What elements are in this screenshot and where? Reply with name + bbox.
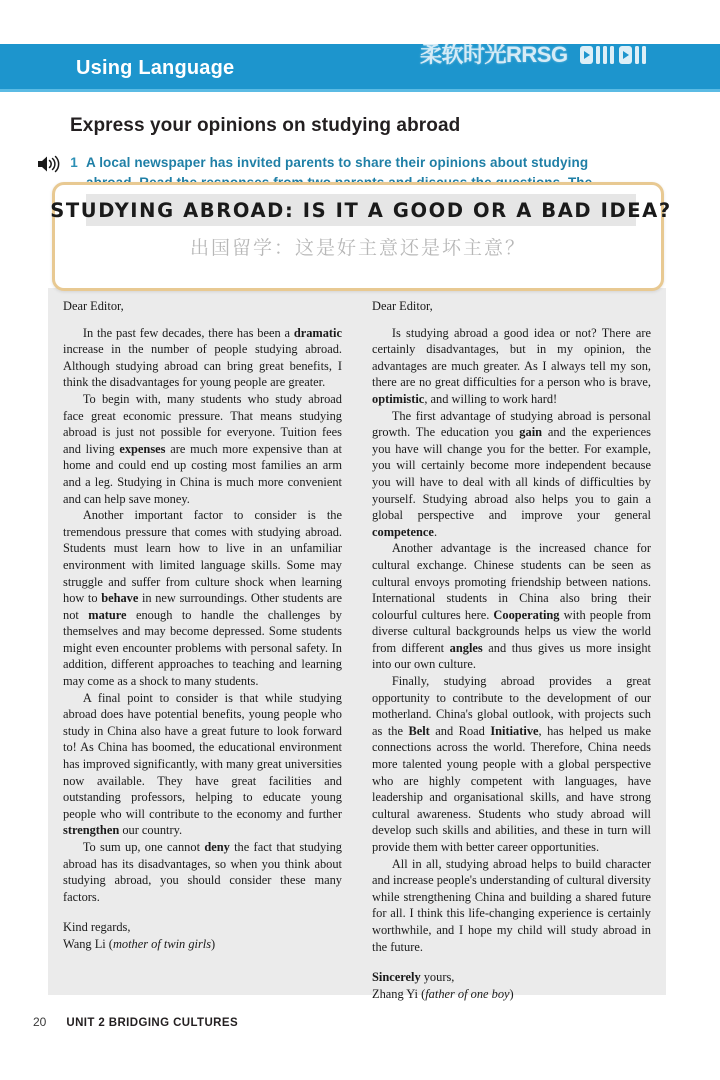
letter-paragraph: In the past few decades, there has been a dramatic increase in the number of people studying abroad. Although studying abroad can bring great benefits, I think the disadvantages for young people are greater. [63, 325, 342, 390]
page-title: Using Language [76, 57, 235, 79]
activity-instruction-line1: A local newspaper has invited parents to share their opinions about studying [86, 155, 589, 170]
letter-paragraph: All in all, studying abroad helps to build character and increase people's understanding of cultural diversity while strengthening China and building a shared future for all. I think this life-changing experience is certainly worthwhile, and I hope my child will study abroad in the future. [372, 856, 651, 954]
page-footer [33, 1015, 238, 1029]
letters-block [48, 288, 666, 1001]
letter-left-signature: Wang Li (mother of twin girls) [63, 936, 216, 951]
page-number: 20 [33, 1015, 47, 1029]
letter-paragraph: To sum up, one cannot deny the fact that studying abroad has its disadvantages, so when you think about studying abroad, you should consider these many factors. [63, 840, 343, 904]
letter-paragraph: Finally, studying abroad provides a great opportunity to contribute to the development of our motherland. China's global outlook, with projects such as the Belt and Road Initiative, has helped us make connections across the world. Therefore, China needs more talented young people with a global perspective who are highly competent with languages, have leadership and organisational skills, and have strong cultural awareness. Students who study abroad will develop such skills and abilities, and these in turn will provide them with better career opportunities. [372, 674, 651, 854]
letter-right-signoff: Sincerely yours, [372, 970, 455, 985]
letter-left-salutation: Dear Editor, [63, 299, 124, 313]
letter-paragraph: The first advantage of studying abroad is personal growth. The education you gain and the experiences you have will change you for the better. For example, you will certainly become more independent because you will have to deal with all kinds of difficulties by yourself. Studying abroad also helps you to gain a global perspective and improve your general competence. [372, 408, 652, 539]
activity-number: 1 [70, 155, 78, 170]
letter-right-signature: Zhang Yi (father of one boy) [372, 986, 514, 1001]
letter-paragraph: Another important factor to consider is the tremendous pressure that comes with studying abroad. Students must learn how to live in an unfamiliar environment with limited language skills. Some may struggle and suffer from culture shock when learning how to behave in new surroundings. Other students are not mature enough to handle the challenges by themselves and may become depressed. Some students might even encounter problems with personal safety. In addition, different approaches to teaching and learning may come as a shock to many students. [63, 508, 342, 689]
running-head: UNIT 2 BRIDGING CULTURES [66, 1017, 239, 1029]
letter-paragraph: A final point to consider is that while studying abroad does have potential benefits, young people who study in China also have a great future to look forward to! As China has boomed, the educational environment has improved significantly, with many great universities now available. They have great facilities and outstanding professors, helping to educate young people who will contribute to the economy and further strengthen our country. [63, 690, 342, 838]
overlay-title-chinese: 出国留学：这是好主意还是坏主意？ [189, 237, 526, 259]
letter-right-body [372, 325, 651, 956]
header-underline [0, 89, 720, 92]
watermark-text: 柔软时光RRSG [420, 41, 568, 67]
speaker-icon[interactable] [36, 154, 62, 174]
overlay-title-banner [50, 194, 672, 226]
section-heading: Express your opinions on studying abroad [70, 115, 461, 136]
letter-paragraph: To begin with, many students who study abroad face great economic pressure. That means studying abroad is just not possible for everyone. Tuition fees and living expenses are much more expensive than at home and could end up costing most families an arm and a leg. Studying in China is much more convenient and can help save money. [63, 391, 342, 506]
letter-right [357, 288, 666, 1001]
letter-left [48, 288, 357, 995]
letter-paragraph: Is studying abroad a good idea or not? There are certainly disadvantages, but in my opinion, the advantages are much greater. As I always tell my son, there are no great difficulties for a person who is brave, optimistic, and willing to work hard! [372, 325, 651, 406]
letter-left-signoff: Kind regards, [63, 920, 131, 935]
letter-left-body [63, 325, 342, 906]
overlay-title-english: STUDYING ABROAD: IS IT A GOOD OR A BAD IDEA? [50, 198, 672, 222]
translation-overlay[interactable] [50, 182, 672, 291]
letter-right-salutation: Dear Editor, [372, 299, 433, 313]
letter-paragraph: Another advantage is the increased chance for cultural exchange. Chinese students can be seen as cultural envoys promoting friendship between nations. International students in China also bring their colourful cultures here. Cooperating with people from diverse cultural backgrounds helps us view the world from different angles and thus gives us more insight into our own culture. [372, 541, 652, 672]
